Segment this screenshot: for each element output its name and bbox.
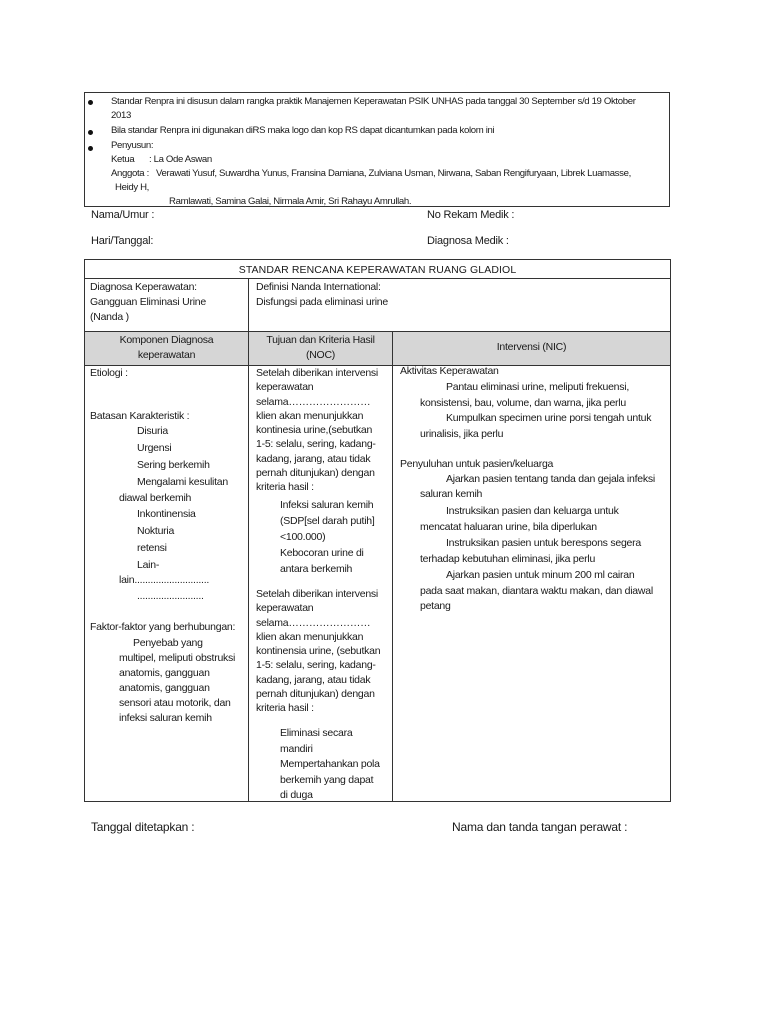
noc-line: Mempertahankan pola xyxy=(280,758,380,770)
noc-block-1 xyxy=(256,366,378,495)
nama-tanda-tangan: Nama dan tanda tangan perawat : xyxy=(452,820,628,834)
noc-line: 1-5: selalu, sering, kadang- xyxy=(256,659,376,672)
nic-line: terhadap kebutuhan eliminasi, jika perlu xyxy=(420,553,596,565)
nic-item-5 xyxy=(446,536,641,551)
nic-item-5-cont xyxy=(420,552,595,567)
nic-line: Ajarkan pasien untuk minum 200 ml cairan xyxy=(446,569,635,581)
tanggal-ditetapkan: Tanggal ditetapkan : xyxy=(91,820,195,834)
col3-header: Intervensi (NIC) xyxy=(496,341,567,353)
nic-line: urinalisis, jika perlu xyxy=(420,428,504,440)
anggota-line-1: Verawati Yusuf, Suwardha Yunus, Fransina Damiana, Zulviana Usman, Nirwana, Saban Rengifuryaan, Librek Luamasse, xyxy=(156,168,631,179)
etiologi-label: Etiologi : xyxy=(90,367,128,379)
col1-header-line1: Komponen Diagnosa xyxy=(119,334,214,346)
noc-line: antara berkemih xyxy=(280,563,353,575)
noc-line: klien akan menunjukkan xyxy=(256,409,364,422)
faktor-line: sensori atau motorik, dan xyxy=(119,697,231,709)
noc-line: kriteria hasil : xyxy=(256,481,314,494)
noc-line: Eliminasi secara xyxy=(280,727,353,739)
noc-line: keperawatan xyxy=(256,602,314,615)
noc-criterion-1 xyxy=(280,497,386,545)
diagnosa-medik-field: Diagnosa Medik : xyxy=(427,235,509,247)
batasan-item: retensi xyxy=(137,542,167,554)
faktor-line: infeksi saluran kemih xyxy=(119,712,212,724)
batasan-item: Nokturia xyxy=(137,525,175,537)
nic-item-3-cont xyxy=(420,487,482,502)
info-bullet-1: Standar Renpra ini disusun dalam rangka praktik Manajemen Keperawatan PSIK UNHAS pada tanggal 30 September s/d 19 Oktober xyxy=(111,96,636,107)
noc-line: kadang, jarang, atau tidak xyxy=(256,673,371,686)
nic-line: petang xyxy=(420,599,451,612)
noc-line: selama…………………… xyxy=(256,616,371,629)
batasan-item: Lain- xyxy=(137,559,160,571)
faktor-line: Penyebab yang xyxy=(133,637,203,649)
noc-line: di duga xyxy=(280,789,313,801)
batasan-dots: ......................... xyxy=(137,590,204,602)
faktor-line: multipel, meliputi obstruksi xyxy=(119,652,236,664)
noc-line: Setelah diberikan intervensi xyxy=(256,588,378,600)
noc-criterion-2 xyxy=(280,545,364,577)
noc-line: Kebocoran urine di xyxy=(280,547,364,559)
table-title: STANDAR RENCANA KEPERAWATAN RUANG GLADIOL xyxy=(238,264,517,276)
nic-line: Ajarkan pasien tentang tanda dan gejala infeksi xyxy=(446,473,655,485)
col2-header-line1: Tujuan dan Kriteria Hasil xyxy=(266,334,375,346)
nic-item-4-cont xyxy=(420,520,597,535)
col1-header-line2: keperawatan xyxy=(137,349,196,361)
faktor-label: Faktor-faktor yang berhubungan: xyxy=(90,621,236,633)
nic-item-1 xyxy=(446,379,629,395)
batasan-item: Mengalami kesulitan xyxy=(137,476,228,488)
noc-line: selama…………………… xyxy=(256,395,371,408)
info-bullet-3: Penyusun: xyxy=(111,140,154,151)
noc-line: klien akan menunjukkan xyxy=(256,630,364,643)
anggota-label: Anggota : xyxy=(111,168,149,179)
noc-line: kadang, jarang, atau tidak xyxy=(256,452,371,465)
noc-line: keperawatan xyxy=(256,381,314,394)
noc-line: pernah ditunjukan) dengan xyxy=(256,467,375,480)
nic-line: saluran kemih xyxy=(420,488,483,500)
batasan-item: Sering berkemih xyxy=(137,459,210,471)
nic-item-4 xyxy=(446,504,619,519)
batasan-label: Batasan Karakteristik : xyxy=(90,410,190,422)
faktor-line: anatomis, gangguan xyxy=(119,682,210,694)
batasan-item-cont: lain............................ xyxy=(119,574,210,586)
noc-line: 1-5: selalu, sering, kadang- xyxy=(256,438,376,451)
batasan-item: Disuria xyxy=(137,425,168,437)
batasan-item: Inkontinensia xyxy=(137,508,196,520)
diagnosa-value: Gangguan Eliminasi Urine xyxy=(90,296,206,308)
info-bullet-2: Bila standar Renpra ini digunakan diRS maka logo dan kop RS dapat dicantumkan pada kolom ini xyxy=(111,125,495,136)
info-box xyxy=(84,92,670,207)
noc-criterion-4 xyxy=(280,757,380,804)
nama-umur-field: Nama/Umur : xyxy=(91,209,155,221)
noc-line: Infeksi saluran kemih xyxy=(280,499,374,511)
noc-line: berkemih yang dapat xyxy=(280,773,374,786)
penyuluhan-heading: Penyuluhan untuk pasien/keluarga xyxy=(400,458,554,470)
nic-line: Pantau eliminasi urine, meliputi frekuensi, xyxy=(446,381,630,393)
ketua-label: Ketua xyxy=(111,154,135,165)
nic-line: konsistensi, bau, volume, dan warna, jika perlu xyxy=(420,397,626,409)
anggota-line-2: Heidy H, xyxy=(115,182,149,193)
nic-item-6-cont xyxy=(420,584,653,613)
anggota-line-3: Ramlawati, Samina Galai, Nirmala Amir, Sri Rahayu Amrullah. xyxy=(169,196,412,207)
noc-line: <100.000) xyxy=(280,531,326,543)
nic-item-3 xyxy=(446,472,655,487)
nic-line: Instruksikan pasien dan keluarga untuk xyxy=(446,505,619,517)
noc-line: Setelah diberikan intervensi xyxy=(256,367,378,379)
rekam-medik-field: No Rekam Medik : xyxy=(427,209,515,221)
definisi-label: Definisi Nanda International: xyxy=(256,281,381,293)
aktivitas-heading: Aktivitas Keperawatan xyxy=(400,365,499,377)
diagnosa-source: (Nanda ) xyxy=(90,311,129,323)
nic-line: Kumpulkan specimen urine porsi tengah untuk xyxy=(446,412,652,424)
noc-line: (SDP[sel darah putih] xyxy=(280,515,375,527)
nic-item-1-cont xyxy=(420,395,626,411)
batasan-item: Urgensi xyxy=(137,442,172,454)
nic-item-2-cont xyxy=(420,427,503,442)
nic-line: pada saat makan, diantara waktu makan, dan diawal xyxy=(420,585,653,597)
ketua-value: : La Ode Aswan xyxy=(149,154,212,165)
noc-line: mandiri xyxy=(280,743,313,755)
diagnosa-label: Diagnosa Keperawatan: xyxy=(90,281,197,293)
nic-line: Instruksikan pasien untuk berespons segera xyxy=(446,537,641,549)
noc-line: pernah ditunjukan) dengan xyxy=(256,688,375,701)
noc-line: kontinensia urine, (sebutkan xyxy=(256,645,381,658)
col2-header-line2: (NOC) xyxy=(305,349,336,361)
noc-line: kontinesia urine,(sebutkan xyxy=(256,424,373,437)
hari-tanggal-field: Hari/Tanggal: xyxy=(91,235,154,247)
info-bullet-1-cont: 2013 xyxy=(111,110,131,121)
definisi-value: Disfungsi pada eliminasi urine xyxy=(256,296,388,308)
nic-item-2 xyxy=(446,411,651,426)
batasan-item-cont: diawal berkemih xyxy=(119,492,192,504)
care-plan-table xyxy=(84,259,671,802)
noc-block-2 xyxy=(256,587,380,716)
noc-line: kriteria hasil : xyxy=(256,702,314,715)
noc-criterion-3 xyxy=(280,725,352,757)
nic-item-6 xyxy=(446,568,634,583)
nic-line: mencatat haluaran urine, bila diperlukan xyxy=(420,521,597,533)
faktor-line: anatomis, gangguan xyxy=(119,667,210,679)
